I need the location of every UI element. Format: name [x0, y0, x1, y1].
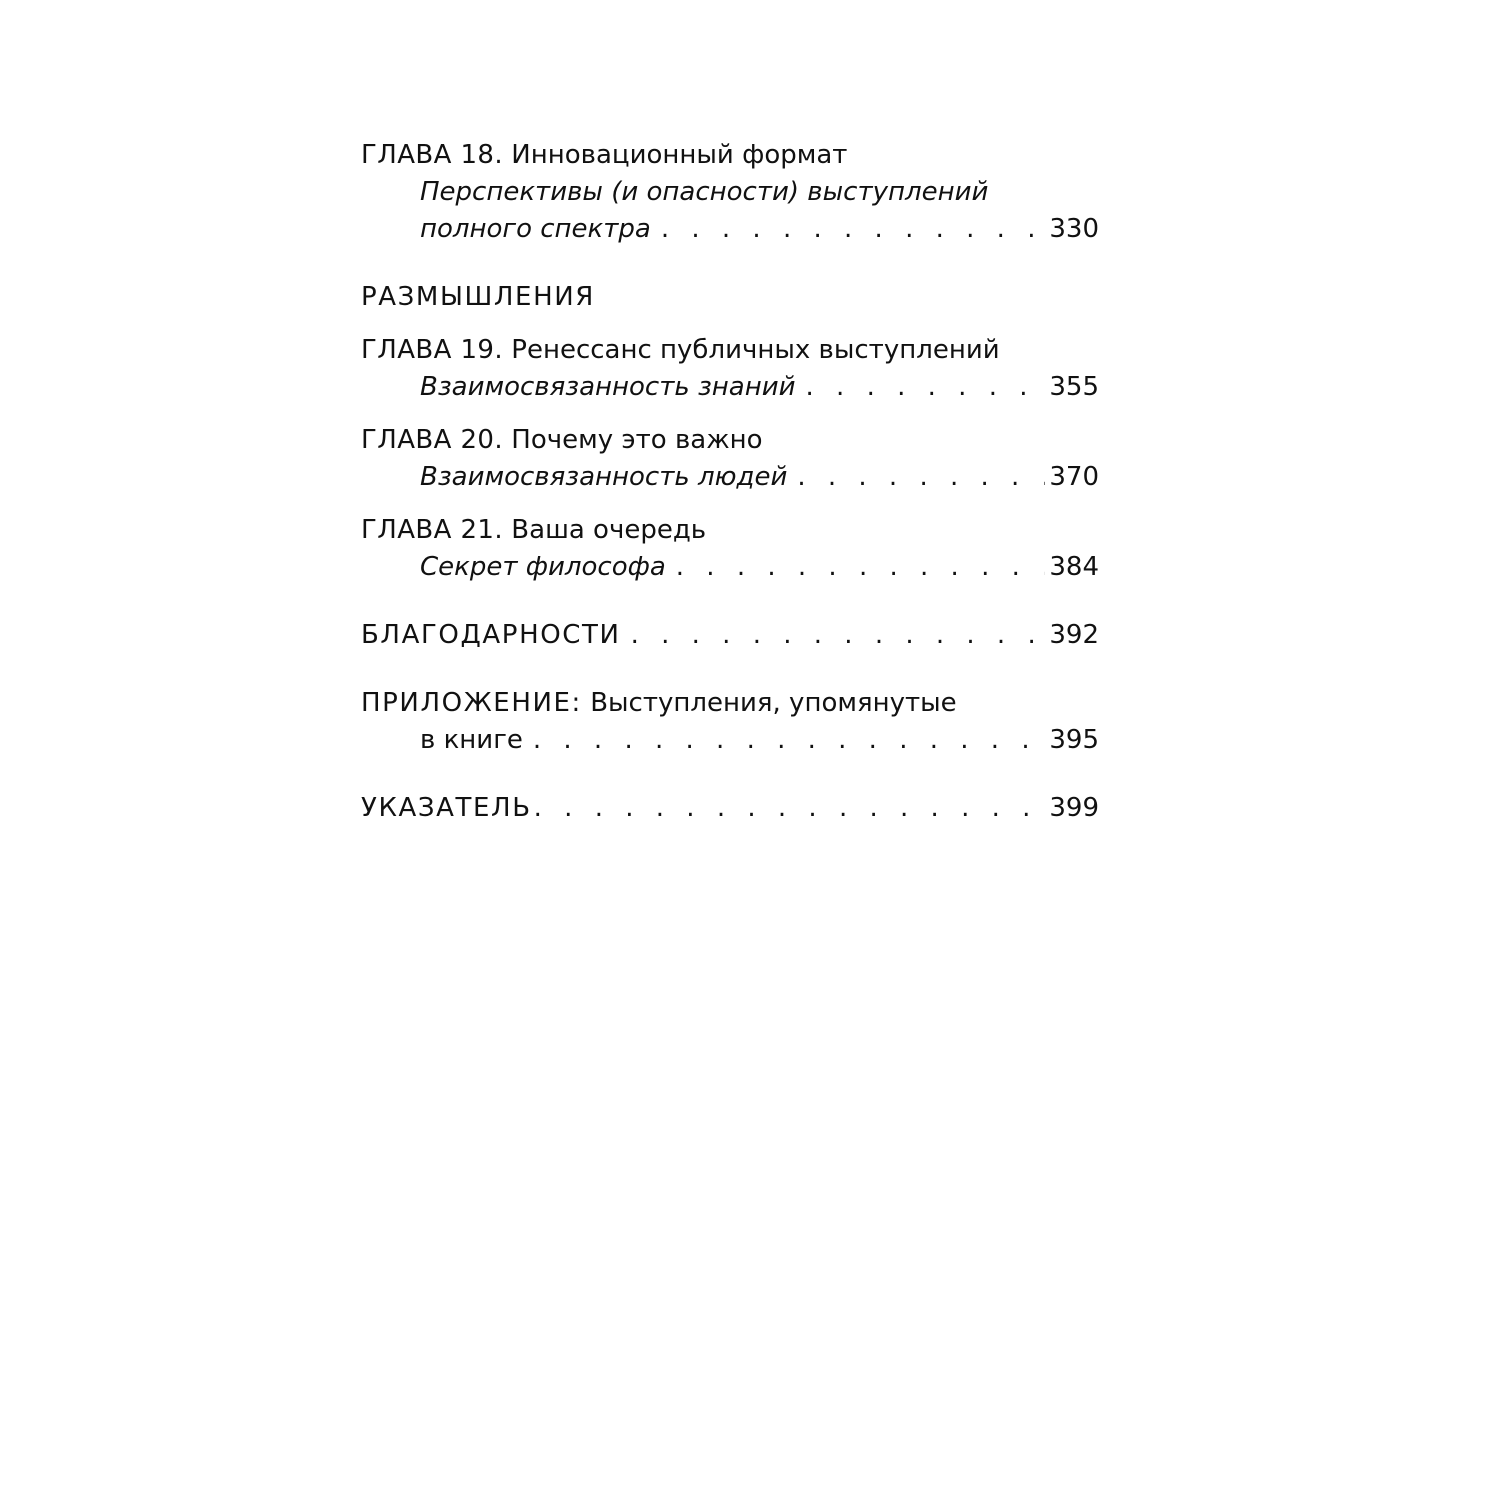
chapter-title: Инновационный формат: [511, 140, 848, 170]
entry-label: УКАЗАТЕЛЬ: [361, 793, 532, 823]
page-number: 395: [1049, 725, 1099, 755]
entry-label: БЛАГОДАРНОСТИ: [361, 620, 621, 650]
chapter-subtitle-line: [361, 211, 1099, 248]
dot-leader: [797, 459, 1045, 496]
chapter-title: Ваша очередь: [511, 515, 707, 545]
chapter-label: ГЛАВА 21.: [361, 515, 504, 545]
chapter-title: Почему это важно: [511, 425, 763, 455]
toc-entry-chapter-21[interactable]: [361, 512, 1099, 586]
toc-entry-chapter-19[interactable]: [361, 332, 1099, 406]
chapter-label: ГЛАВА 18.: [361, 140, 504, 170]
chapter-subtitle: Взаимосвязанность людей: [420, 462, 788, 492]
table-of-contents: [361, 137, 1099, 827]
entry-title-continuation: в книге: [420, 725, 523, 755]
dot-leader: [806, 369, 1046, 406]
appendix-heading: [361, 685, 1099, 722]
page-number: 330: [1049, 214, 1099, 244]
toc-entry-chapter-18[interactable]: [361, 137, 1099, 248]
section-heading: РАЗМЫШЛЕНИЯ: [361, 282, 595, 312]
page-number: 392: [1049, 620, 1099, 650]
page-number: 399: [1049, 793, 1099, 823]
chapter-subtitle-line: [361, 174, 1099, 211]
toc-entry-chapter-20[interactable]: [361, 422, 1099, 496]
chapter-title: Ренессанс публичных выступлений: [511, 335, 1000, 365]
chapter-subtitle-line: [361, 549, 1099, 586]
chapter-subtitle: полного спектра: [420, 214, 651, 244]
page-number: 355: [1049, 372, 1099, 402]
toc-entry-acknowledgements[interactable]: [361, 617, 1099, 654]
chapter-subtitle-line: [361, 459, 1099, 496]
dot-leader: [631, 617, 1046, 654]
dot-leader: [533, 722, 1046, 759]
page-number: 370: [1049, 462, 1099, 492]
chapter-heading: [361, 137, 1099, 174]
chapter-heading: [361, 422, 1099, 459]
entry-label: ПРИЛОЖЕНИЕ:: [361, 688, 582, 718]
dot-leader: [676, 549, 1046, 586]
entry-title: Выступления, упомянутые: [590, 688, 957, 718]
toc-entry-index[interactable]: [361, 790, 1099, 827]
chapter-subtitle: Взаимосвязанность знаний: [420, 372, 796, 402]
chapter-subtitle-line: [361, 369, 1099, 406]
appendix-continuation: [361, 722, 1099, 759]
toc-entry-appendix[interactable]: [361, 685, 1099, 759]
section-heading-reflections: [361, 279, 1099, 316]
chapter-heading: [361, 332, 1099, 369]
chapter-subtitle: Секрет философа: [420, 552, 666, 582]
page-number: 384: [1049, 552, 1099, 582]
chapter-heading: [361, 512, 1099, 549]
dot-leader: [661, 211, 1046, 248]
chapter-label: ГЛАВА 20.: [361, 425, 504, 455]
chapter-subtitle: Перспективы (и опасности) выступлений: [420, 177, 989, 207]
dot-leader: [534, 790, 1046, 827]
chapter-label: ГЛАВА 19.: [361, 335, 504, 365]
